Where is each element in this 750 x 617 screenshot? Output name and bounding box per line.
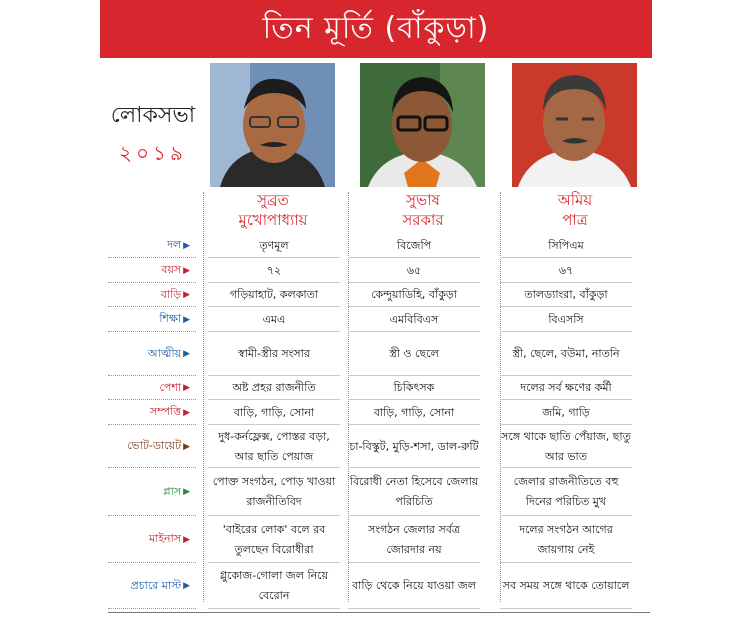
cell-candidate-1: বাড়ি, গাড়ি, সোনা <box>233 405 315 419</box>
table-row <box>108 425 650 468</box>
cell-candidate-1: গ্লুকোজ-গোলা জল নিয়ে বেরোন <box>219 569 329 602</box>
candidate-2-photo <box>360 63 485 187</box>
row-label-text: পেশা <box>159 380 182 394</box>
cell-divider <box>208 608 340 609</box>
table-row <box>108 258 650 283</box>
arrow-right-icon: ▶ <box>183 407 190 418</box>
candidate-1-name <box>203 190 343 230</box>
row-label-text: শিক্ষা <box>159 312 182 325</box>
row-label <box>108 332 196 376</box>
table-row <box>108 332 650 376</box>
candidate-1-name-line2: মুখোপাধ্যায় <box>238 211 308 229</box>
cell-candidate-1: দুধ-কর্নফ্লেক্স, পোস্তর বড়া, আর ছাতি পেয়াজ <box>218 429 330 463</box>
row-label <box>108 563 196 609</box>
table-row <box>108 283 650 307</box>
bottom-rule <box>108 612 650 613</box>
row-label <box>108 258 196 283</box>
row-label-text: দল <box>167 238 182 251</box>
page-title: তিন মূর্তি (বাঁকুড়া) <box>100 0 652 58</box>
row-label-text: আত্মীয় <box>148 346 182 360</box>
cell-candidate-1: 'বাইরের লোক' বলে রব তুলছেন বিরোধীরা <box>222 522 326 556</box>
arrow-right-icon: ▶ <box>183 240 190 251</box>
arrow-right-icon: ▶ <box>183 265 190 276</box>
cell-candidate-3: বিএসসি <box>548 312 584 326</box>
arrow-right-icon: ▶ <box>183 441 190 452</box>
candidate-1-portrait-icon <box>210 63 335 187</box>
candidate-2-name-line2: সরকার <box>402 211 444 229</box>
candidate-1-name-line1: সুব্রত <box>257 191 289 209</box>
cell-candidate-3: সিপিএম <box>548 238 584 252</box>
row-label-text: প্রচারে মাস্ট <box>130 578 182 592</box>
cell-candidate-2: স্ত্রী ও ছেলে <box>389 347 439 360</box>
cell-candidate-3: সব সময় সঙ্গে থাকে তোয়ালে <box>502 579 630 592</box>
cell-candidate-2: এমবিবিএস <box>389 312 439 326</box>
row-label-text: বাড়ি <box>160 287 182 301</box>
side-title-line1: লোকসভা <box>110 103 196 128</box>
table-row <box>108 563 650 609</box>
row-label-text: বয়স <box>161 263 182 276</box>
row-label <box>108 425 196 468</box>
table-row <box>108 376 650 400</box>
candidate-3-name <box>505 190 645 230</box>
cell-candidate-2: বিজেপি <box>396 238 432 252</box>
cell-candidate-3: জমি, গাড়ি <box>542 405 590 419</box>
cell-candidate-2: ৬৫ <box>406 263 422 277</box>
cell-candidate-1: স্বামী-স্ত্রীর সংসার <box>238 347 310 360</box>
cell-candidate-1: এমএ <box>262 312 286 326</box>
candidate-3-name-line2: পাত্র <box>562 211 588 229</box>
row-label <box>108 307 196 332</box>
cell-candidate-1: পোক্ত সংগঠন, পোড় খাওয়া রাজনীতিবিদ <box>212 475 336 508</box>
candidate-3-portrait-icon <box>512 63 637 187</box>
candidate-1-photo <box>210 63 335 187</box>
row-label <box>108 516 196 563</box>
arrow-right-icon: ▶ <box>183 581 190 591</box>
candidate-2-name <box>353 190 493 230</box>
row-label <box>108 233 196 258</box>
table-row <box>108 516 650 563</box>
table-row <box>108 468 650 516</box>
cell-candidate-3: সঙ্গে থাকে ছাতি পেঁয়াজ, ছাতু আর ভাত <box>501 429 631 463</box>
candidate-2-name-line1: সুভাষ <box>406 191 440 209</box>
cell-candidate-2: বিরোধী নেতা হিসেবে জেলায় পরিচিতি <box>349 475 479 508</box>
cell-candidate-2: সংগঠন জেলার সর্বত্র জোরদার নয় <box>368 522 460 556</box>
cell-candidate-2: চা-বিস্কুট, মুড়ি-শসা, ডাল-রুটি <box>349 439 479 453</box>
cell-candidate-1: তৃণমূল <box>259 238 289 252</box>
cell-divider <box>348 608 480 609</box>
side-title-line2: ২০১৯ <box>119 141 187 165</box>
cell-candidate-2: কেন্দুয়াডিহি, বাঁকুড়া <box>371 288 457 301</box>
cell-candidate-1: গড়িয়াহাট, কলকাতা <box>229 288 319 301</box>
arrow-right-icon: ▶ <box>183 383 190 393</box>
row-label <box>108 376 196 400</box>
table-row <box>108 307 650 332</box>
cell-candidate-2: বাড়ি থেকে নিয়ে যাওয়া জল <box>352 579 476 592</box>
cell-candidate-2: চিকিৎসক <box>393 381 435 394</box>
row-label <box>108 400 196 425</box>
row-label <box>108 283 196 307</box>
cell-candidate-3: ৬৭ <box>558 263 574 277</box>
arrow-right-icon: ▶ <box>183 314 190 325</box>
cell-candidate-3: তালড্যাংরা, বাঁকুড়া <box>524 288 608 301</box>
table-row <box>108 233 650 258</box>
cell-candidate-1: অষ্ট প্রহর রাজনীতি <box>232 381 316 394</box>
candidate-2-portrait-icon <box>360 63 485 187</box>
cell-divider <box>500 608 632 609</box>
cell-candidate-3: দলের সংগঠন আগের জায়গায় নেই <box>519 522 613 556</box>
table-row <box>108 400 650 425</box>
row-label-text: ভোট-ডায়েট <box>127 439 182 452</box>
row-label <box>108 468 196 516</box>
cell-candidate-3: জেলার রাজনীতিতে বহু দিনের পরিচিত মুখ <box>513 475 619 508</box>
candidate-3-photo <box>512 63 637 187</box>
cell-candidate-3: স্ত্রী, ছেলে, বউমা, নাতনি <box>512 347 620 360</box>
row-label-text: মাইনাস <box>149 532 182 545</box>
arrow-right-icon: ▶ <box>183 290 190 300</box>
row-label-text: প্লাস <box>163 484 182 498</box>
row-divider <box>108 608 196 609</box>
cell-candidate-2: বাড়ি, গাড়ি, সোনা <box>373 405 455 419</box>
cell-candidate-1: ৭২ <box>266 263 282 277</box>
row-label-text: সম্পত্তি <box>150 405 182 418</box>
cell-candidate-3: দলের সর্ব ক্ষণের কর্মী <box>520 381 612 394</box>
arrow-right-icon: ▶ <box>183 349 190 359</box>
candidate-3-name-line1: অমিয় <box>557 191 593 209</box>
side-title <box>108 98 198 172</box>
arrow-right-icon: ▶ <box>183 534 190 545</box>
arrow-right-icon: ▶ <box>183 487 190 497</box>
